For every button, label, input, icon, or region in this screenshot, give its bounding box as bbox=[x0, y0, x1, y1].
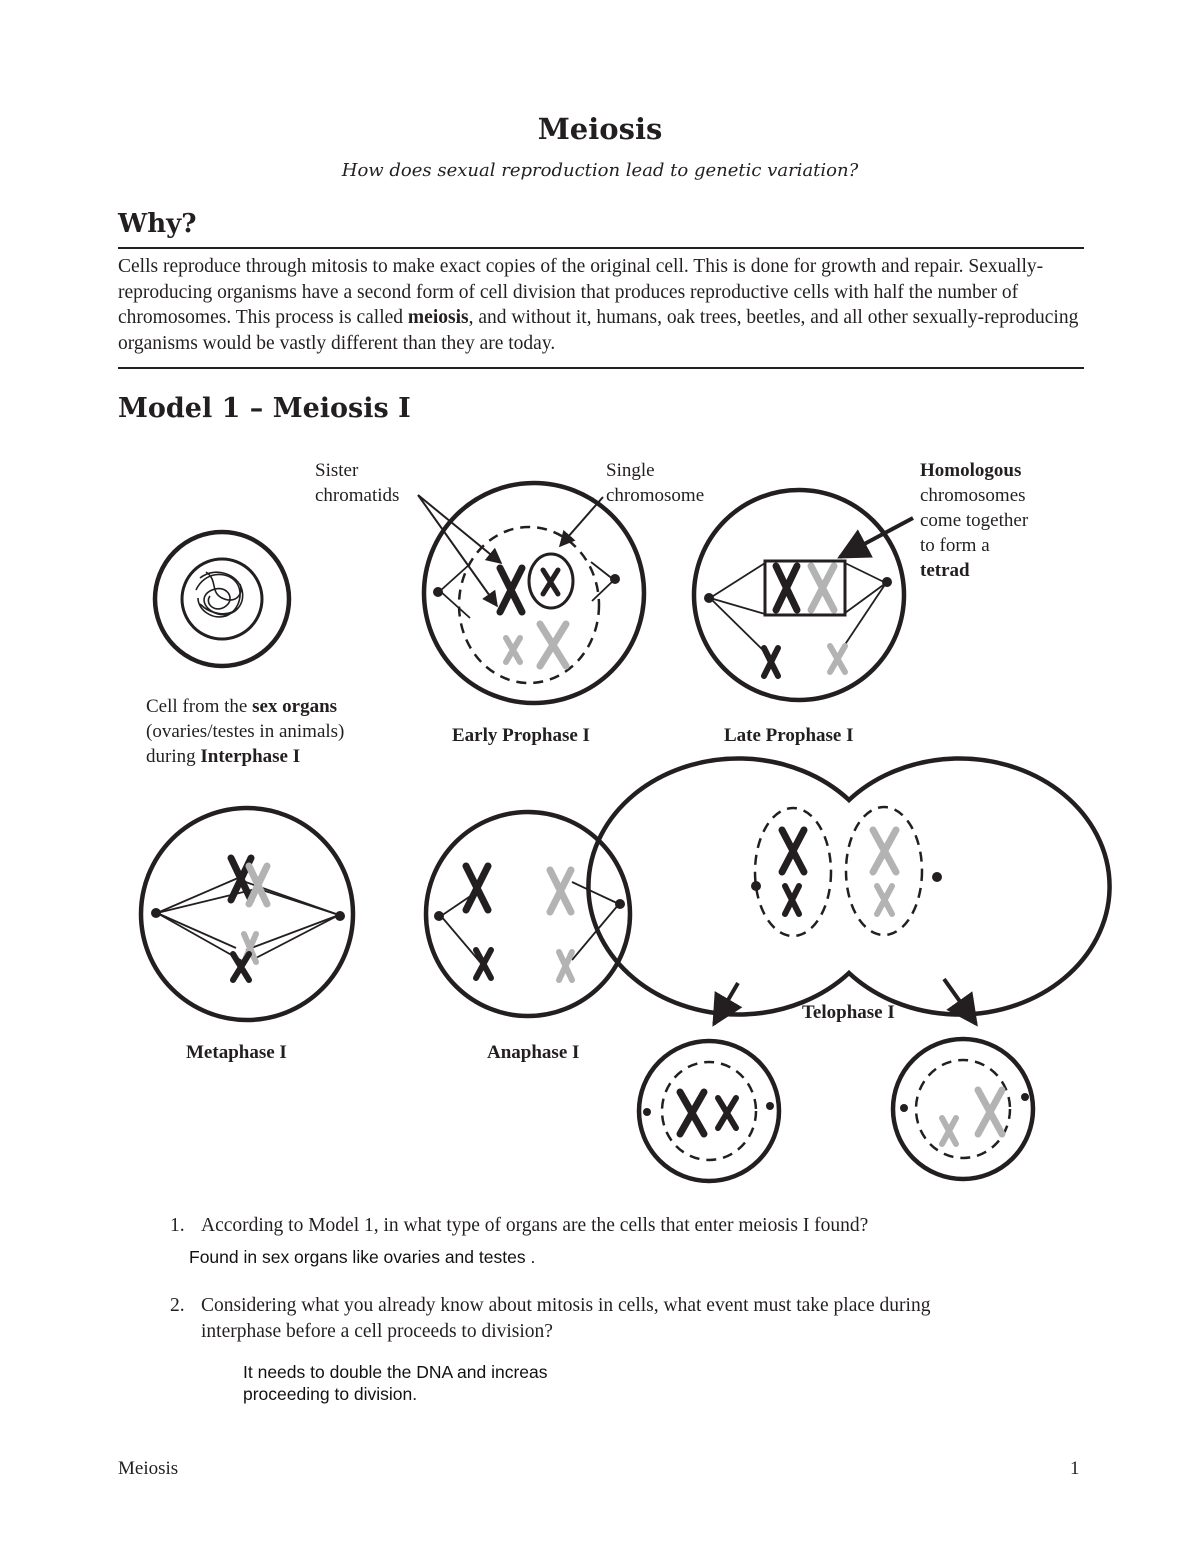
interphase-label-line3: during bbox=[146, 746, 201, 767]
callout-homologous bbox=[920, 458, 1028, 583]
question-1-text: According to Model 1, in what type of organs are the cells that enter meiosis I found? bbox=[201, 1215, 869, 1236]
stage-label-early-prophase: Early Prophase I bbox=[452, 725, 590, 746]
why-heading: Why? bbox=[118, 209, 197, 239]
callout-sister-chromatids bbox=[315, 458, 399, 508]
answer-1: Found in sex organs like ovaries and testes . bbox=[189, 1247, 536, 1267]
daughter-cell-right bbox=[893, 1039, 1033, 1179]
stage-label-metaphase: Metaphase I bbox=[186, 1042, 287, 1063]
callout-homologous-line2: chromosomes bbox=[920, 485, 1026, 506]
stage-label-telophase: Telophase I bbox=[802, 1002, 895, 1023]
answer-2-line1: It needs to double the DNA and increas bbox=[243, 1362, 548, 1382]
chromosome-early-gray-large bbox=[540, 624, 566, 666]
chromosome-telo-gray-small bbox=[877, 886, 892, 914]
interphase-label-line1: Cell from the bbox=[146, 696, 253, 717]
chromosome-ana-gray-small bbox=[559, 952, 572, 980]
chromosome-early-gray-small bbox=[506, 638, 520, 662]
chromosome-late-gray-large bbox=[811, 566, 834, 610]
callout-sister-line1: Sister bbox=[315, 460, 359, 481]
interphase-cell bbox=[155, 532, 289, 666]
chromosome-daughter-left-large bbox=[680, 1092, 704, 1134]
chromosome-late-dark-small bbox=[764, 648, 778, 676]
metaphase-cell bbox=[141, 808, 353, 1020]
callout-single-line2: chromosome bbox=[606, 485, 705, 506]
model-heading: Model 1 – Meiosis I bbox=[118, 393, 411, 424]
chromosome-daughter-right-small bbox=[942, 1118, 956, 1144]
telophase-cell bbox=[588, 758, 1109, 1014]
arrow-telophase-left bbox=[714, 983, 738, 1024]
chromosome-daughter-left-small bbox=[718, 1098, 736, 1128]
callout-single-line1: Single bbox=[606, 460, 655, 481]
page-subtitle: How does sexual reproduction lead to genetic variation? bbox=[341, 160, 859, 181]
question-2-text-line2: interphase before a cell proceeds to division? bbox=[201, 1321, 553, 1342]
chromosome-late-dark-large bbox=[776, 566, 797, 610]
question-2-text-line1: Considering what you already know about mitosis in cells, what event must take place during bbox=[201, 1295, 931, 1316]
early-prophase-cell bbox=[424, 483, 644, 703]
chromosome-daughter-right-large bbox=[978, 1090, 1002, 1134]
question-2-number: 2. bbox=[170, 1295, 185, 1316]
daughter-cell-left bbox=[639, 1041, 779, 1181]
chromosome-meta-dark-small bbox=[233, 954, 249, 980]
callout-homologous-line4: to form a bbox=[920, 535, 990, 556]
interphase-label-stage: Interphase I bbox=[200, 746, 301, 767]
why-body-text-1: Cells reproduce through mitosis to make exact copies of the original cell. This is done for growth and repair. Sexually-reproducing organisms have a second form of cell division that produces reproductive cells with half the number of chromosomes. This process is called bbox=[118, 256, 1044, 328]
question-2-text bbox=[201, 1293, 1081, 1345]
answer-2-line2: proceeding to division. bbox=[243, 1384, 418, 1404]
footer-page-number: 1 bbox=[1070, 1458, 1080, 1479]
chromosome-late-gray-small bbox=[830, 646, 845, 672]
late-prophase-cell bbox=[694, 490, 904, 700]
spindle-poles bbox=[151, 574, 1029, 1116]
chromosome-early-dark-small bbox=[543, 570, 558, 594]
stage-label-anaphase: Anaphase I bbox=[487, 1042, 580, 1063]
chromosome-telo-dark-small bbox=[785, 886, 799, 914]
chromosome-telo-dark-large bbox=[782, 830, 804, 872]
callout-homologous-line3: come together bbox=[920, 510, 1029, 531]
interphase-label-sex-organs: sex organs bbox=[252, 696, 338, 717]
callout-homologous-line1: Homologous bbox=[920, 460, 1022, 481]
callout-homologous-line5: tetrad bbox=[920, 560, 970, 581]
arrow-telophase-right bbox=[944, 979, 976, 1024]
chromosome-ana-dark-small bbox=[476, 950, 491, 978]
arrow-single bbox=[560, 497, 603, 546]
why-body-term-meiosis: meiosis bbox=[407, 307, 469, 328]
chromatin-tangle bbox=[196, 572, 243, 617]
interphase-label bbox=[146, 694, 344, 769]
callout-sister-line2: chromatids bbox=[315, 485, 400, 506]
interphase-label-line2: (ovaries/testes in animals) bbox=[146, 721, 345, 742]
chromosome-ana-gray-large bbox=[550, 870, 571, 912]
chromosome-telo-gray-large bbox=[873, 830, 896, 872]
why-body-text-2: , and without it, humans, oak trees, beetles, and all other sexually-reproducing organisms would be vastly different than they are today. bbox=[118, 307, 1079, 354]
chromosome-ana-dark-large bbox=[466, 866, 488, 910]
answer-2 bbox=[243, 1361, 548, 1405]
question-1-number: 1. bbox=[170, 1215, 185, 1236]
stage-label-late-prophase: Late Prophase I bbox=[724, 725, 854, 746]
footer-title: Meiosis bbox=[118, 1458, 179, 1479]
chromosome-early-dark-large bbox=[500, 568, 522, 612]
page-title: Meiosis bbox=[537, 112, 663, 146]
callout-single-chromosome bbox=[606, 458, 704, 508]
